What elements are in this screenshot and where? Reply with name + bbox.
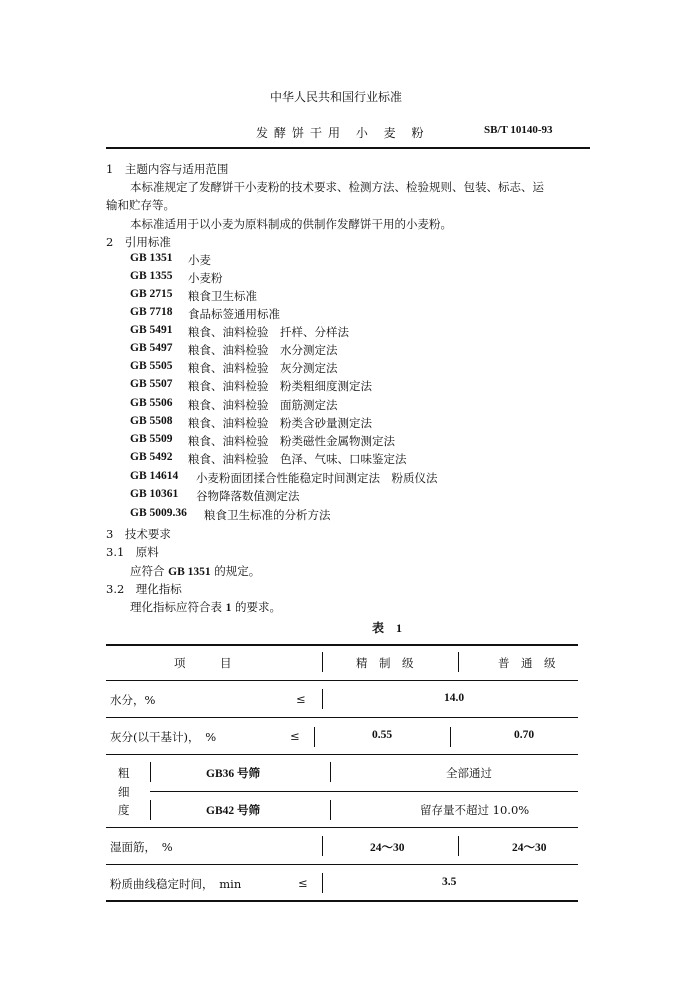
table-header-item: 项 目 xyxy=(174,656,232,670)
reference-code: GB 10361 xyxy=(130,488,179,500)
table-rule xyxy=(106,680,578,681)
reference-name: 小麦粉面团揉合性能稳定时间测定法 粉质仪法 xyxy=(196,471,438,485)
section-3-2-body-pre: 理化指标应符合表 xyxy=(130,600,226,614)
section-1-paragraph-1b: 输和贮存等。 xyxy=(106,198,175,212)
table-vsep xyxy=(322,836,323,856)
section-1-paragraph-2: 本标准适用于以小麦为原料制成的供制作发酵饼干用的小麦粉。 xyxy=(130,217,452,231)
reference-code: GB 5505 xyxy=(130,360,173,372)
row-gluten-label: 湿面筋， % xyxy=(110,840,173,854)
table-rule xyxy=(106,717,578,718)
reference-code: GB 5509 xyxy=(130,433,173,445)
reference-name: 粮食、油料检验 粉类含砂量测定法 xyxy=(188,416,372,430)
row-gluten-fine: 24～30 xyxy=(370,842,405,854)
section-3-2-body-num: 1 xyxy=(225,602,232,614)
reference-name: 小麦 xyxy=(188,253,211,267)
row-stability-value: 3.5 xyxy=(442,876,457,888)
table-vsep xyxy=(450,727,451,747)
table-top-rule xyxy=(106,644,578,646)
reference-code: GB 5507 xyxy=(130,378,173,390)
section-3-2-body-post: 的要求。 xyxy=(231,600,282,614)
reference-code: GB 5492 xyxy=(130,451,173,463)
reference-name: 粮食、油料检验 水分测定法 xyxy=(188,343,338,357)
row-fineness-char: 粗 xyxy=(118,766,130,780)
reference-code: GB 7718 xyxy=(130,306,173,318)
row-stability-label: 粉质曲线稳定时间， min xyxy=(110,877,242,891)
table-bottom-rule xyxy=(106,900,578,902)
reference-name: 粮食、油料检验 灰分测定法 xyxy=(188,361,338,375)
section-3-1-body-code: GB 1351 xyxy=(168,566,211,578)
section-3-1-body-pre: 应符合 xyxy=(130,564,169,578)
table-rule xyxy=(106,827,578,828)
table-header-normal: 普 通 级 xyxy=(498,656,556,670)
table-vsep xyxy=(330,800,331,820)
section-3-title: 3 技术要求 xyxy=(106,527,171,541)
table-rule xyxy=(150,791,578,792)
section-3-1-body xyxy=(0,562,700,581)
section-1-title: 1 主题内容与适用范围 xyxy=(106,162,229,176)
reference-name: 食品标签通用标准 xyxy=(188,307,280,321)
section-3-1-title: 3.1 原料 xyxy=(106,545,159,559)
section-3-2-title: 3.2 理化指标 xyxy=(106,582,182,596)
table-vsep xyxy=(330,762,331,782)
standard-code: SB/T 10140-93 xyxy=(484,124,553,136)
row-ash-normal: 0.70 xyxy=(514,729,535,741)
reference-name: 粮食、油料检验 色泽、气味、口味鉴定法 xyxy=(188,452,407,466)
section-1-paragraph-1a: 本标准规定了发酵饼干小麦粉的技术要求、检测方法、检验规则、包装、标志、运 xyxy=(130,180,544,194)
reference-code: GB 5497 xyxy=(130,342,173,354)
reference-name: 粮食、油料检验 面筋测定法 xyxy=(188,398,338,412)
row-ash-label: 灰分(以干基计)， % xyxy=(110,730,217,744)
reference-name: 粮食、油料检验 扦样、分样法 xyxy=(188,325,349,339)
row-fineness-char: 度 xyxy=(118,803,130,817)
row-fineness-char: 细 xyxy=(118,785,130,799)
section-2-title: 2 引用标准 xyxy=(106,235,171,249)
table-rule xyxy=(106,754,578,755)
table-header-fine: 精 制 级 xyxy=(356,656,414,670)
table-vsep xyxy=(150,800,151,820)
table-vsep xyxy=(458,652,459,672)
table-caption: 表 1 xyxy=(372,621,403,635)
table-vsep xyxy=(458,836,459,856)
reference-code: GB 14614 xyxy=(130,470,179,482)
reference-code: GB 5506 xyxy=(130,397,173,409)
reference-code: GB 5009.36 xyxy=(130,507,187,519)
reference-name: 粮食卫生标准的分析方法 xyxy=(204,508,331,522)
row-moisture-value: 14.0 xyxy=(444,692,465,704)
row-stability-sign: ≤ xyxy=(298,876,308,890)
table-vsep xyxy=(322,873,323,893)
reference-code: GB 2715 xyxy=(130,288,173,300)
reference-code: GB 5508 xyxy=(130,415,173,427)
row-moisture-label: 水分，% xyxy=(110,693,156,707)
reference-name: 粮食卫生标准 xyxy=(188,289,257,303)
table-vsep xyxy=(322,689,323,709)
section-3-2-body xyxy=(0,598,700,617)
row-ash-sign: ≤ xyxy=(290,729,300,743)
document-title: 发酵饼干用 小 麦 粉 xyxy=(256,126,430,140)
reference-code: GB 5491 xyxy=(130,324,173,336)
table-rule xyxy=(106,864,578,865)
reference-name: 粮食、油料检验 粉类粗细度测定法 xyxy=(188,379,372,393)
reference-name: 谷物降落数值测定法 xyxy=(196,489,300,503)
table-vsep xyxy=(314,727,315,747)
reference-code: GB 1355 xyxy=(130,270,173,282)
row-ash-fine: 0.55 xyxy=(372,729,393,741)
row-gluten-normal: 24～30 xyxy=(512,842,547,854)
section-3-1-body-post: 的规定。 xyxy=(210,564,261,578)
table-vsep xyxy=(322,652,323,672)
table-vsep xyxy=(150,762,151,782)
row-sieve2-value: 留存量不超过 10.0% xyxy=(420,803,530,817)
header-rule xyxy=(106,147,590,149)
row-sieve1-value: 全部通过 xyxy=(446,766,492,780)
row-moisture-sign: ≤ xyxy=(296,692,306,706)
reference-code: GB 1351 xyxy=(130,252,173,264)
industry-standard-heading: 中华人民共和国行业标准 xyxy=(269,90,402,104)
reference-name: 粮食、油料检验 粉类磁性金属物测定法 xyxy=(188,434,395,448)
row-sieve2-label: GB42 号筛 xyxy=(206,805,260,817)
row-sieve1-label: GB36 号筛 xyxy=(206,768,260,780)
reference-name: 小麦粉 xyxy=(188,271,223,285)
